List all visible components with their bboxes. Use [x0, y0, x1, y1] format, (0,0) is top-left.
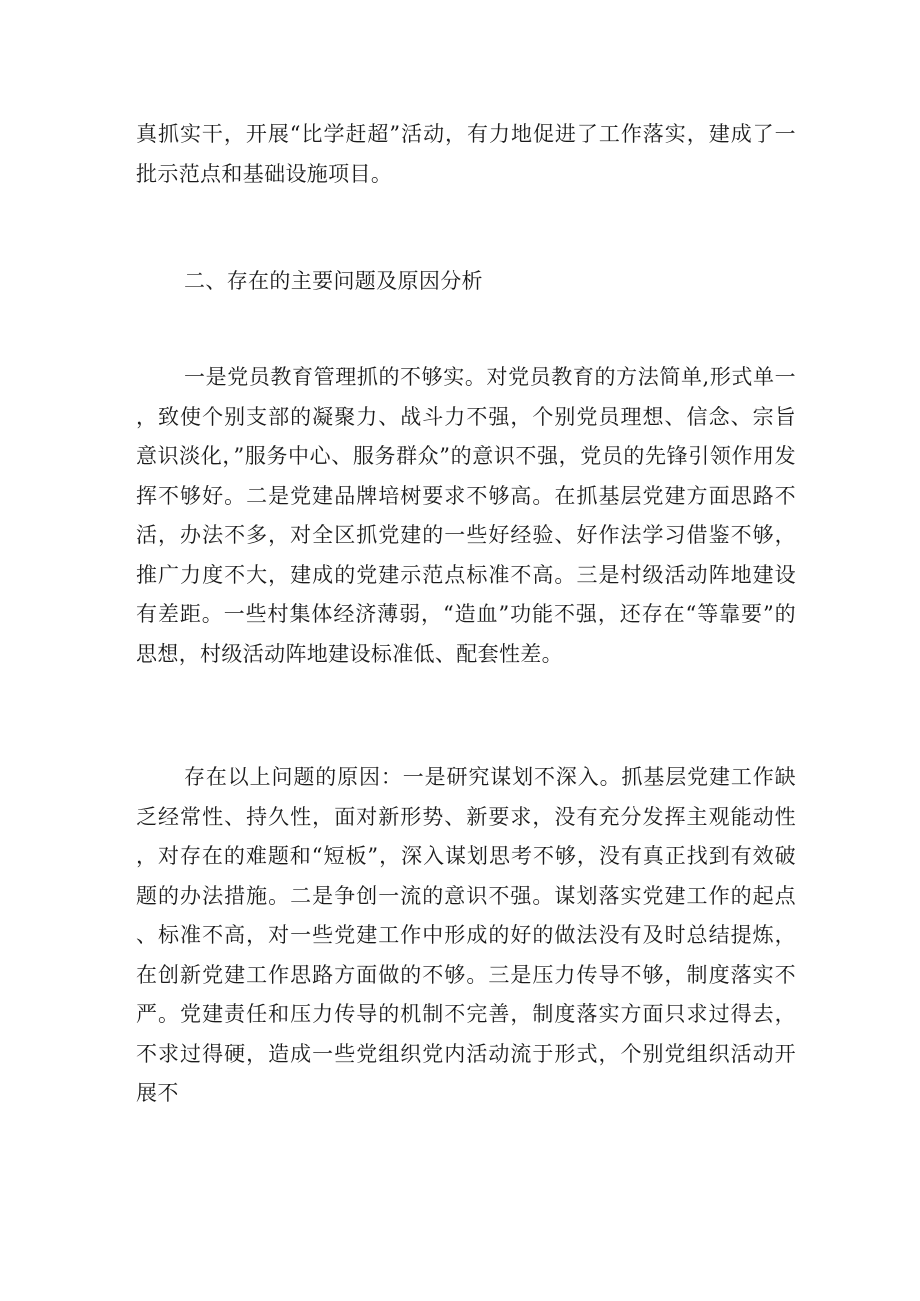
continuation-paragraph: 真抓实干，开展“比学赶超”活动，有力地促进了工作落实，建成了一批示范点和基础设施项目。: [136, 122, 796, 186]
section-heading: 二、存在的主要问题及原因分析: [184, 269, 483, 293]
problems-paragraph: 一是党员教育管理抓的不够实。对党员教育的方法简单,形式单一，致使个别支部的凝聚力、战斗力不强，个别党员理想、信念、宗旨意识淡化，”服务中心、服务群众”的意识不强，党员的先锋引领作用发挥不够好。二是党建品牌培树要求不够高。在抓基层党建方面思路不活，办法不多，对全区抓党建的一些好经验、好作法学习借鉴不够，推广力度不大，建成的党建示范点标准不高。三是村级活动阵地建设有差距。一些村集体经济薄弱，“造血”功能不强，还存在“等靠要”的思想，村级活动阵地建设标准低、配套性差。: [136, 365, 796, 666]
reasons-paragraph: 存在以上问题的原因：一是研究谋划不深入。抓基层党建工作缺乏经常性、持久性，面对新形势、新要求，没有充分发挥主观能动性，对存在的难题和“短板”，深入谋划思考不够，没有真正找到有效破题的办法措施。二是争创一流的意识不强。谋划落实党建工作的起点、标准不高，对一些党建工作中形成的好的做法没有及时总结提炼，在创新党建工作思路方面做的不够。三是压力传导不够，制度落实不严。党建责任和压力传导的机制不完善，制度落实方面只求过得去，不求过得硬，造成一些党组织党内活动流于形式，个别党组织活动开展不: [136, 765, 796, 1105]
